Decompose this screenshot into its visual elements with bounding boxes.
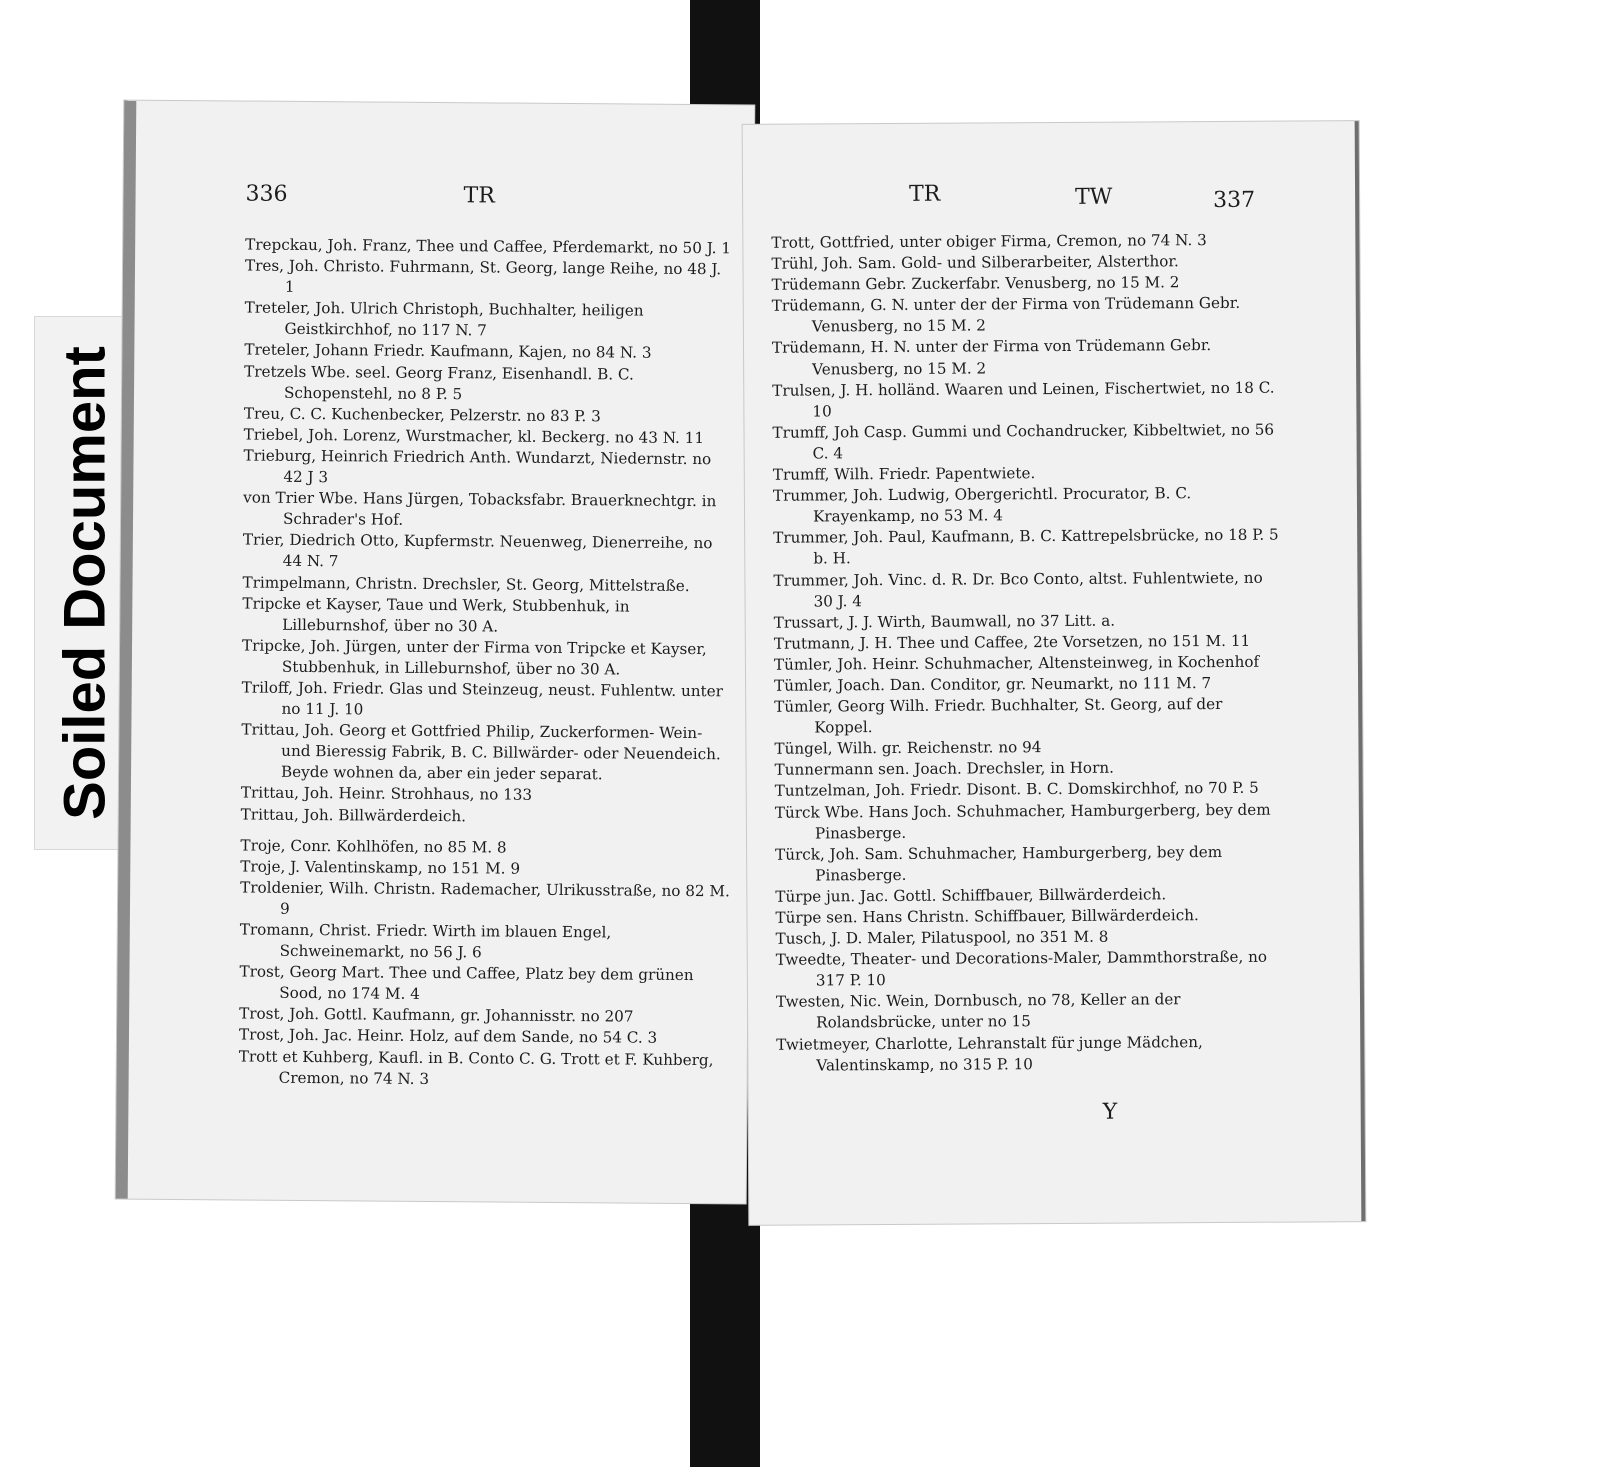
left-page-number: 336 [245, 181, 288, 207]
soiled-document-label-text: Soiled Document [52, 346, 118, 820]
directory-entry: Trumff, Wilh. Friedr. Papentwiete. [772, 464, 1036, 484]
directory-entry: Trummer, Joh. Vinc. d. R. Dr. Bco Conto, altst. Fuhlentwiete, no 30 J. 4 [773, 568, 1263, 611]
directory-entry: Trühl, Joh. Sam. Gold- und Silberarbeiter, Alsterthor. [771, 252, 1179, 273]
directory-entry: Triloff, Joh. Friedr. Glas und Steinzeug, neust. Fuhlentw. unter no 11 J. 10 [241, 678, 723, 719]
directory-entry: Triebel, Joh. Lorenz, Wurstmacher, kl. Beckerg. no 43 N. 11 [243, 425, 705, 447]
directory-entry: Trutmann, J. H. Thee und Caffee, 2te Vorsetzen, no 151 M. 11 [773, 631, 1251, 653]
directory-entry: Trittau, Joh. Heinr. Strohhaus, no 133 [240, 783, 533, 805]
directory-entry: Tümler, Joh. Heinr. Schuhmacher, Altensteinweg, in Kochenhof [773, 652, 1260, 674]
directory-entry: Tripcke, Joh. Jürgen, unter der Firma von Tripcke et Kayser, Stubbenhuk, in Lilleburnshof, über no 30 A. [241, 636, 707, 679]
left-page-header: TR [463, 183, 495, 209]
right-page-header-right: TW [1075, 184, 1113, 210]
directory-entry: Trost, Georg Mart. Thee und Caffee, Platz bey dem grünen Sood, no 174 M. 4 [239, 962, 694, 1004]
directory-entry: Trüdemann, H. N. unter der Firma von Trüdemann Gebr. Venusberg, no 15 M. 2 [771, 336, 1212, 379]
printer-signature-mark: Y [1102, 1099, 1118, 1125]
directory-entry: Trott et Kuhberg, Kaufl. in B. Conto C. G. Trott et F. Kuhberg, Cremon, no 74 N. 3 [238, 1047, 714, 1088]
directory-entry: Trost, Joh. Gottl. Kaufmann, gr. Johannisstr. no 207 [239, 1004, 634, 1026]
directory-entry: Türck Wbe. Hans Joch. Schuhmacher, Hamburgerberg, bey dem Pinasberge. [774, 800, 1271, 843]
directory-entry: Treteler, Johann Friedr. Kaufmann, Kajen, no 84 N. 3 [244, 340, 652, 363]
directory-entry: Trussart, J. J. Wirth, Baumwall, no 37 Litt. a. [773, 611, 1116, 632]
directory-entry: Tüngel, Wilh. gr. Reichenstr. no 94 [774, 738, 1042, 758]
directory-entry: Troldenier, Wilh. Christn. Rademacher, Ulrikusstraße, no 82 M. 9 [240, 878, 730, 918]
right-entry-list [771, 230, 1282, 1077]
directory-entry: Tuntzelman, Joh. Friedr. Disont. B. C. Domskirchhof, no 70 P. 5 [774, 779, 1259, 801]
directory-entry: Treteler, Joh. Ulrich Christoph, Buchhalter, heiligen Geistkirchhof, no 117 N. 7 [244, 298, 644, 340]
directory-entry: Tripcke et Kayser, Taue und Werk, Stubbenhuk, in Lilleburnshof, über no 30 A. [242, 594, 630, 636]
right-page [743, 121, 1366, 1225]
directory-entry: Tres, Joh. Christo. Fuhrmann, St. Georg, lange Reihe, no 48 J. 1 [244, 256, 722, 297]
directory-entry: Trittau, Joh. Billwärderdeich. [240, 805, 467, 825]
directory-entry: Treu, C. C. Kuchenbecker, Pelzerstr. no 83 P. 3 [243, 404, 601, 426]
directory-entry: Trummer, Joh. Ludwig, Obergerichtl. Procurator, B. C. Krayenkamp, no 53 M. 4 [772, 484, 1192, 526]
directory-entry: Türpe jun. Jac. Gottl. Schiffbauer, Billwärderdeich. [775, 885, 1167, 906]
left-page [116, 101, 755, 1204]
directory-entry: Trulsen, J. H. holländ. Waaren und Leinen, Fischertwiet, no 18 C. 10 [772, 378, 1275, 421]
left-entry-list [239, 234, 736, 1092]
right-page-number: 337 [1213, 187, 1256, 214]
directory-entry: Trier, Diedrich Otto, Kupfermstr. Neuenweg, Dienerreihe, no 44 N. 7 [242, 530, 713, 571]
directory-entry: von Trier Wbe. Hans Jürgen, Tobacksfabr. Brauerknechtgr. in Schrader's Hof. [243, 488, 717, 529]
directory-entry: Trimpelmann, Christn. Drechsler, St. Georg, Mittelstraße. [242, 572, 690, 595]
directory-entry: Trott, Gottfried, unter obiger Firma, Cremon, no 74 N. 3 [771, 231, 1207, 252]
directory-entry: Trummer, Joh. Paul, Kaufmann, B. C. Kattrepelsbrücke, no 18 P. 5 b. H. [773, 525, 1279, 568]
directory-entry: Trost, Joh. Jac. Heinr. Holz, auf dem Sande, no 54 C. 3 [238, 1025, 658, 1048]
directory-entry: Troje, J. Valentinskamp, no 151 M. 9 [240, 857, 521, 878]
directory-entry: Tümler, Joach. Dan. Conditor, gr. Neumarkt, no 111 M. 7 [774, 674, 1212, 695]
directory-entry: Troje, Conr. Kohlhöfen, no 85 M. 8 [240, 836, 507, 857]
directory-entry: Trepckau, Joh. Franz, Thee und Caffee, Pferdemarkt, no 50 J. 1 [245, 235, 732, 258]
directory-entry: Trüdemann Gebr. Zuckerfabr. Venusberg, no 15 M. 2 [771, 273, 1180, 294]
right-page-header-left: TR [908, 181, 941, 207]
directory-entry: Trittau, Joh. Georg et Gottfried Philip, Zuckerformen- Wein- und Bieressig Fabrik, B. C. Billwärder- oder Neuendeich. Beyde wohnen da, aber ein jeder separat. [241, 720, 721, 784]
directory-entry: Trieburg, Heinrich Friedrich Anth. Wundarzt, Niedernstr. no 42 J 3 [243, 446, 712, 487]
directory-entry: Tweedte, Theater- und Decorations-Maler, Dammthorstraße, no 317 P. 10 [775, 947, 1268, 990]
directory-entry: Twesten, Nic. Wein, Dornbusch, no 78, Keller an der Rolandsbrücke, unter no 15 [775, 990, 1181, 1032]
directory-entry: Tümler, Georg Wilh. Friedr. Buchhalter, St. Georg, auf der Koppel. [774, 695, 1223, 737]
directory-entry: Trumff, Joh Casp. Gummi und Cochandrucker, Kibbeltwiet, no 56 C. 4 [772, 420, 1275, 463]
directory-entry: Twietmeyer, Charlotte, Lehranstalt für junge Mädchen, Valentinskamp, no 315 P. 10 [776, 1032, 1203, 1075]
directory-entry: Tunnermann sen. Joach. Drechsler, in Horn. [774, 758, 1114, 780]
directory-entry: Tromann, Christ. Friedr. Wirth im blauen Engel, Schweinemarkt, no 56 J. 6 [239, 920, 612, 962]
directory-entry: Türpe sen. Hans Christn. Schiffbauer, Billwärderdeich. [775, 906, 1199, 927]
directory-entry: Trüdemann, G. N. unter der der Firma von Trüdemann Gebr. Venusberg, no 15 M. 2 [771, 294, 1241, 336]
directory-entry: Tretzels Wbe. seel. Georg Franz, Eisenhandl. B. C. Schopenstehl, no 8 P. 5 [244, 362, 634, 403]
directory-entry: Türck, Joh. Sam. Schuhmacher, Hamburgerberg, bey dem Pinasberge. [775, 842, 1223, 885]
directory-entry: Tusch, J. D. Maler, Pilatuspool, no 351 M. 8 [775, 927, 1109, 948]
